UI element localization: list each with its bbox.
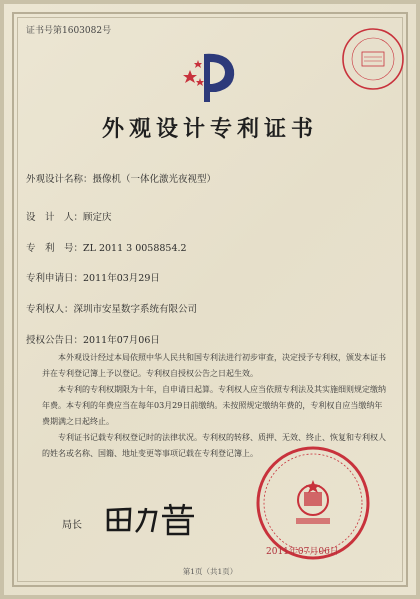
agency-stamp — [340, 26, 406, 92]
filing-date-value: 2011年03月29日 — [83, 273, 160, 284]
patentee-row — [26, 301, 197, 315]
cnipa-logo-icon — [180, 48, 242, 106]
design-name-label: 外观设计名称： — [26, 174, 93, 185]
patent-number-value: ZL 2011 3 0058854.2 — [83, 243, 187, 254]
designer-label: 设 计 人： — [26, 212, 84, 223]
seal-date: 2011年07月06日 — [266, 547, 339, 557]
body-paragraph: 本专利的专利权期限为十年，自申请日起算。专利权人应当依照专利法及其实施细则规定缴纳年费。本专利的年费应当在每年03月29日前缴纳。未按照规定缴纳年费的，专利权自应当缴纳年费期满之日起终止。 — [42, 385, 386, 426]
certificate-serial: 证书号第1603082号 — [26, 26, 112, 36]
director-signature — [100, 500, 200, 538]
grant-date-label: 授权公告日： — [26, 335, 84, 346]
patent-number-label: 专 利 号： — [26, 243, 84, 254]
body-paragraph: 专利证书记载专利权登记时的法律状况。专利权的转移、质押、无效、终止、恢复和专利权人的姓名或名称、国籍、地址变更等事项记载在专利登记簿上。 — [42, 433, 386, 458]
filing-date-row — [26, 270, 160, 284]
chief-label: 局长 — [62, 520, 82, 531]
patentee-label: 专利权人： — [26, 304, 74, 315]
certificate-title: 外观设计专利证书 — [101, 116, 318, 142]
design-name-value: 摄像机（一体化激光夜视型） — [92, 174, 217, 185]
patentee-value: 深圳市安星数字系统有限公司 — [73, 304, 198, 315]
designer-value: 顾定庆 — [83, 212, 112, 223]
filing-date-label: 专利申请日： — [26, 273, 84, 284]
designer-row — [26, 209, 112, 223]
grant-date-value: 2011年07月06日 — [83, 335, 160, 346]
design-name-row — [26, 171, 216, 185]
page-footer: 第1页（共1页） — [182, 567, 238, 576]
certificate-sheet — [4, 4, 416, 595]
body-paragraph: 本外观设计经过本局依照中华人民共和国专利法进行初步审查，决定授予专利权，颁发本证书并在专利登记簿上予以登记。专利权自授权公告之日起生效。 — [42, 353, 386, 378]
grant-date-row — [26, 332, 160, 346]
patent-number-row — [26, 240, 187, 254]
